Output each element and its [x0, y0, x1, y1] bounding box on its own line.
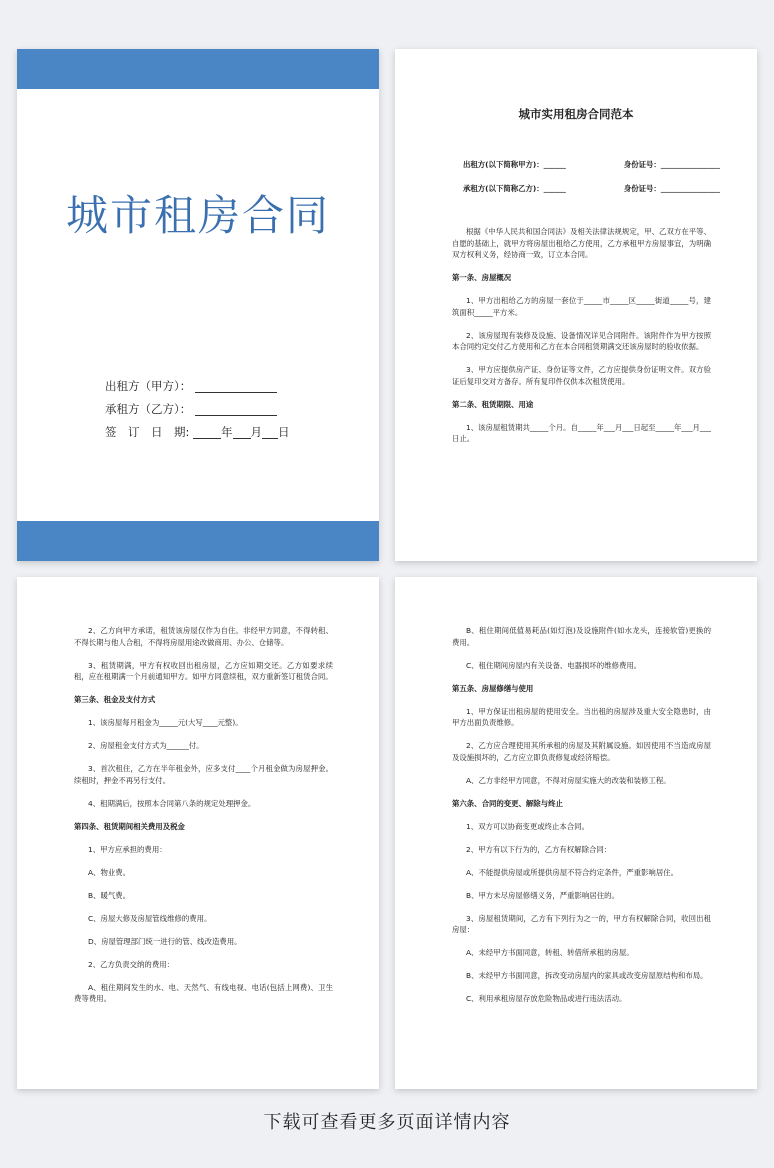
paragraph: B、暖气费。	[88, 890, 131, 900]
contract-body-2	[74, 625, 333, 1016]
month-label: 月	[250, 425, 263, 439]
lessee-blank	[195, 401, 277, 416]
section-heading: 第五条、房屋修缮与使用	[452, 683, 534, 693]
contract-page-1	[395, 49, 757, 561]
paragraph: 1、甲方应承担的费用：	[88, 844, 167, 854]
paragraph: 1、双方可以协商变更或终止本合同。	[466, 821, 589, 831]
lessor-row	[105, 375, 290, 398]
paragraph: A、未经甲方书面同意，转租、转借所承租的房屋。	[466, 948, 634, 957]
paragraph: A、物业费。	[88, 867, 131, 877]
paragraph: C、租住期间房屋内有关设备、电器损坏的维修费用。	[466, 660, 642, 670]
cover-fields	[105, 375, 290, 444]
contract-page-3	[395, 577, 757, 1089]
lessee-party-label: 承租方(以下简称乙方)：______	[463, 184, 566, 193]
paragraph: 2、甲方有以下行为的，乙方有权解除合同：	[466, 844, 612, 854]
year-label: 年	[221, 425, 233, 439]
paragraph: 2、乙方向甲方承诺，租赁该房屋仅作为自住。非经甲方同意，不得转租、不得长期与他人合租，不得将房屋用途改做商用、办公、仓储等。	[74, 626, 333, 647]
paragraph: A、不能提供房屋或所提供房屋不符合约定条件，严重影响居住。	[466, 867, 678, 877]
paragraph: 1、甲方保证出租房屋的使用安全。当出租的房屋涉及重大安全隐患时，由甲方出面负责维修。	[452, 706, 711, 727]
section-heading: 第四条、租赁期间相关费用及税金	[74, 821, 185, 831]
lessor-party-line	[463, 159, 720, 170]
year-blank	[193, 424, 221, 439]
lessor-label: 出租方（甲方）：	[105, 379, 192, 393]
footer-message: 下载可查看更多页面详情内容	[263, 1112, 511, 1133]
paragraph: 3、租赁期满，甲方有权收回出租房屋，乙方应如期交还。乙方如要求续租，应在租期满一个月前通知甲方。如甲方同意续租，双方重新签订租赁合同。	[74, 660, 333, 681]
paragraph: D、房屋管理部门统一进行的管、线改造费用。	[88, 936, 242, 946]
section-heading: 第三条、租金及支付方式	[74, 695, 156, 704]
cover-page	[17, 49, 379, 561]
paragraph: C、利用承租房屋存放危险物品或进行违法活动。	[466, 994, 627, 1003]
day-label: 日	[278, 425, 290, 439]
paragraph: 3、房屋租赁期间，乙方有下列行为之一的，甲方有权解除合同，收回出租房屋：	[452, 913, 711, 934]
paragraph: B、租住期间低值易耗品(如灯泡)及设施附件(如水龙头，连接软管)更换的费用。	[452, 626, 711, 647]
paragraph: A、租住期间发生的水、电、天然气、有线电视、电话(包括上网费)、卫生费等费用。	[74, 982, 333, 1003]
month-blank	[233, 424, 251, 439]
cover-bottom-band	[17, 521, 379, 561]
lessee-row	[105, 398, 290, 421]
paragraph: 2、乙方负责交纳的费用：	[88, 959, 175, 969]
paragraph: 4、租期满后，按照本合同第八条的规定处理押金。	[88, 798, 256, 808]
paragraph: 3、首次租住，乙方在半年租金外，应多支付____个月租金做为房屋押金。续租时，押金不再另行支付。	[74, 764, 333, 785]
paragraph: B、未经甲方书面同意，拆改变动房屋内的家具或改变房屋原结构和布局。	[466, 971, 708, 980]
lessee-label: 承租方（乙方）：	[105, 402, 192, 416]
section-heading: 第六条、合同的变更、解除与终止	[452, 798, 563, 808]
contract-page-2	[17, 577, 379, 1089]
section-heading: 第一条、房屋概况	[452, 273, 512, 282]
paragraph: 2、乙方应合理使用其所承租的房屋及其附属设施。如因使用不当造成房屋及设施损坏的，乙方应立即负责修复或经济赔偿。	[452, 741, 711, 762]
section-heading: 第二条、租赁期限、用途	[452, 399, 534, 409]
cover-top-band	[17, 49, 379, 89]
lessee-id-label: 身份证号：________________	[623, 184, 720, 193]
lessor-blank	[195, 378, 277, 393]
lessee-party-line	[463, 183, 720, 194]
paragraph: 3、甲方应提供房产证、身份证等文件，乙方应提供身份证明文件。双方验证后复印交对方备存。所有复印件仅供本次租赁使用。	[452, 365, 711, 386]
date-row	[105, 421, 290, 444]
paragraph: A、乙方非经甲方同意，不得对房屋实施大的改装和装修工程。	[466, 775, 671, 785]
paragraph: C、房屋大修及房屋管线维修的费用。	[88, 913, 212, 923]
paragraph: 2、房屋租金支付方式为______付。	[88, 741, 204, 750]
paragraph: 1、甲方出租给乙方的房屋一套位于_____市_____区_____街道_____号，建筑面积_____平方米。	[452, 296, 711, 317]
date-label: 签 订 日 期:	[105, 425, 190, 439]
paragraph: 1、该房屋每月租金为_____元(大写____元整)。	[88, 718, 243, 727]
contract-body-3	[452, 625, 711, 1016]
lessor-id-label: 身份证号：________________	[623, 160, 720, 169]
cover-title: 城市租房合同	[65, 191, 330, 240]
paragraph: 根据《中华人民共和国合同法》及相关法律法规规定，甲、乙双方在平等、自愿的基础上，就甲方将房屋出租给乙方使用，乙方承租甲方房屋事宜，为明确双方权利义务，经协商一致，订立本合同。	[452, 227, 711, 259]
paragraph: B、甲方未尽房屋修缮义务，严重影响居住的。	[466, 890, 619, 900]
contract-title: 城市实用租房合同范本	[518, 107, 634, 121]
paragraph: 1、该房屋租赁期共_____个月。自_____年___月___日起至_____年___月___日止。	[452, 422, 711, 443]
day-blank	[262, 424, 278, 439]
paragraph: 2、该房屋现有装修及设施、设备情况详见合同附件。该附件作为甲方按照本合同约定交付乙方使用和乙方在本合同租赁期满交还该房屋时的验收依据。	[452, 330, 711, 351]
lessor-party-label: 出租方(以下简称甲方)：______	[463, 160, 566, 169]
contract-body-1	[452, 226, 711, 456]
